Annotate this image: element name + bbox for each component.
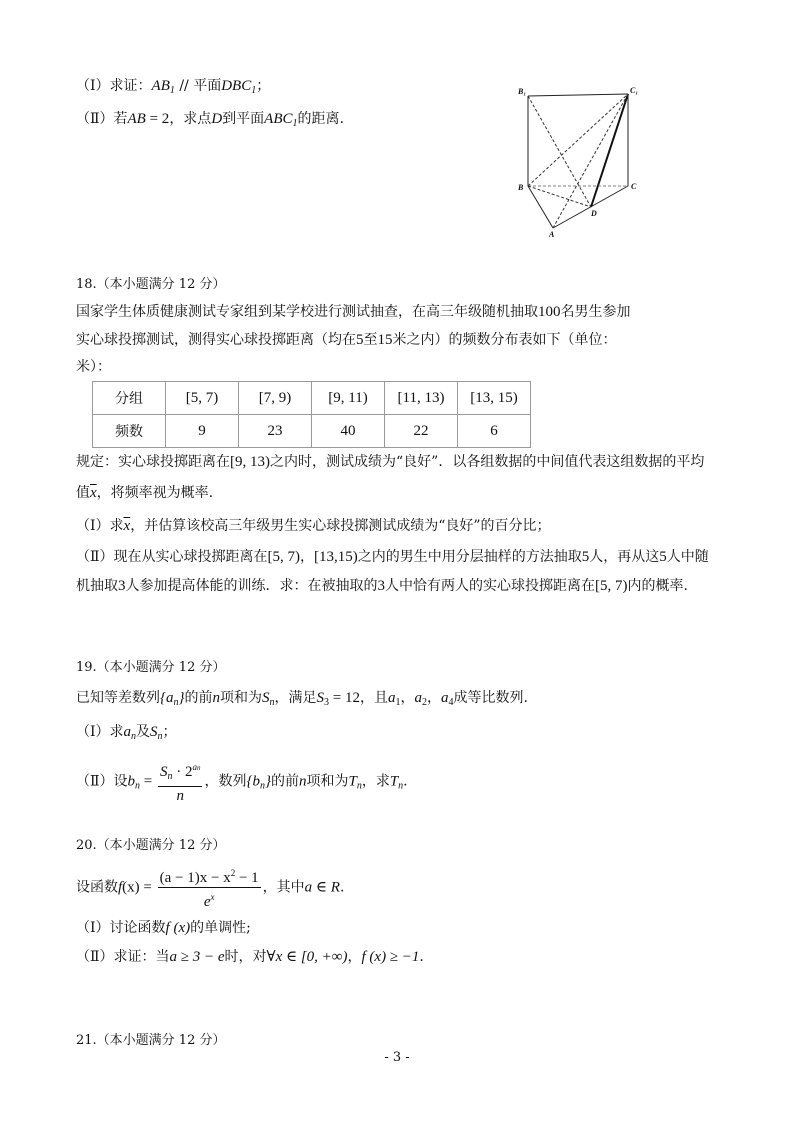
q19-fraction: [158, 758, 203, 805]
q19-an-sub: n: [131, 731, 137, 742]
table-cell-group: [5, 7): [166, 382, 239, 415]
q18-part2-cont: [76, 576, 688, 596]
q18-l2-a: 5: [356, 332, 364, 348]
q19-p2-f: ，求: [361, 773, 390, 790]
q20-p2-d: .: [419, 949, 424, 965]
q19-tn2-sub: n: [398, 780, 404, 792]
q19-eq: =: [140, 773, 156, 790]
q19-num-s: S: [159, 764, 168, 780]
q19-l1-a: 已知等差数列: [76, 690, 160, 706]
label-b1: B₁: [518, 87, 527, 96]
q20-p1-b: 的单调性;: [190, 920, 251, 936]
q18-p3-d: 内的概率.: [627, 578, 688, 594]
q18-l5-b: ，将频率视为概率.: [96, 485, 214, 501]
q20-num-sup: 2: [230, 868, 236, 878]
table-cell-group: [13, 15): [458, 382, 531, 415]
q19-l1-f: 成等比数列.: [453, 690, 528, 706]
table-header-counts: 频数: [93, 415, 166, 448]
q17-dbc: DBC: [221, 78, 252, 94]
q17-part2: [76, 109, 344, 134]
q20-part1: [76, 918, 251, 938]
q20-p2-ineq: f (x) ≥ −1: [361, 949, 420, 965]
q19-seq: {a: [160, 690, 174, 706]
q18-part2: [76, 547, 709, 567]
q19-p1-c: ；: [162, 724, 177, 740]
q18-mean-x: $\overline{x}$: [90, 485, 97, 501]
q19-bseq: {b: [246, 773, 260, 790]
q19-l1-b: 的前: [184, 690, 213, 706]
q19-bn-sub: n: [135, 780, 141, 792]
q18-p1-x: $\overline{x}$: [123, 518, 131, 534]
table-row-groups: [93, 382, 531, 415]
q18-l2-mid: 至: [363, 332, 378, 348]
label-c: C: [631, 182, 637, 191]
q18-p2-interval1: [5, 7): [267, 549, 301, 565]
page-number: - 3 -: [384, 1050, 410, 1065]
q19-frac-den: n: [176, 788, 184, 804]
q18-p3-interval: [5, 7): [595, 578, 628, 594]
q17-ab: AB: [151, 78, 170, 94]
q18-header: 18.（本小题满分 12 分）: [76, 277, 226, 292]
q18-p2-e: 人中随: [666, 549, 709, 565]
q20-p1-f: f (x): [165, 920, 191, 936]
q18-l2-end: 米之内）的频数分布表如下（单位：: [392, 332, 617, 348]
q17-abc-sub: 1: [292, 118, 298, 129]
q19-p2-e: 项和为: [306, 773, 349, 790]
q20-p2-cond: a ≥ 3 − e: [169, 949, 225, 965]
table-cell-group: [11, 13): [385, 382, 458, 415]
q20-fraction: [158, 864, 261, 911]
q20-den: e: [203, 894, 211, 910]
q19-a2-sub: 2: [421, 697, 427, 708]
q19-num-exp-sub: n: [196, 764, 201, 772]
q20-p2-b: 时，对: [224, 949, 267, 965]
label-c1: C₁: [630, 86, 639, 95]
q19-p2-d: 的前: [270, 773, 299, 790]
q19-sn-sub: n: [157, 731, 163, 742]
q19-s-sub: n: [269, 697, 275, 708]
q19-frac-num: [158, 758, 203, 787]
q19-tn2: T: [389, 773, 399, 790]
q18-p2-a: （Ⅱ）现在从实心球投掷距离在: [76, 549, 268, 565]
q18-p1-b: ，并估算该校高三年级男生实心球投掷测试成绩为“良好”的百分比；: [130, 518, 551, 534]
q17-part1-end: ；: [256, 78, 271, 94]
q18-rule-line1: [76, 452, 704, 472]
q19-sep2: ，: [426, 690, 441, 706]
q17-part2-mid: ，求点: [169, 111, 212, 127]
label-b: B: [518, 183, 524, 192]
q19-bseq-end: }: [264, 773, 271, 790]
table-cell-count: 6: [458, 415, 531, 448]
q17-part2-prefix: （Ⅱ）若: [76, 111, 128, 127]
q18-l4-interval: [9, 13): [230, 454, 270, 470]
q19-line1: [76, 688, 528, 713]
q18-p2-sep: ，: [300, 549, 315, 565]
q19-seq-sub: n: [173, 697, 179, 708]
q19-l1-c: 项和为: [220, 690, 262, 706]
q19-p1-b: 及: [136, 724, 151, 740]
q19-a4-sub: 4: [448, 697, 454, 708]
q18-l2-b: 15: [377, 332, 393, 348]
q19-num-s-sub: n: [167, 771, 173, 782]
edge-b1d: [528, 96, 591, 207]
q18-line1: [76, 302, 631, 322]
q20-l1-a: 设函数: [76, 879, 118, 896]
q19-l1-e: ，且: [359, 690, 388, 706]
q19-p2-g: .: [403, 773, 408, 790]
q18-rule-line2: [76, 483, 213, 503]
q18-p2-d: 人，再从这: [589, 549, 660, 565]
q18-p1-a: （Ⅰ）求: [76, 518, 124, 534]
q20-line1: [76, 864, 344, 911]
q18-p2-interval2: [13,15): [314, 549, 358, 565]
q17-parallel: // 平面: [179, 78, 222, 94]
table-cell-count: 9: [166, 415, 239, 448]
q19-num-mid: · 2: [172, 764, 193, 780]
q18-l5-a: 值: [76, 485, 90, 501]
prism-figure: [512, 82, 642, 242]
label-a: A: [549, 230, 555, 239]
q19-s3: S: [316, 690, 324, 706]
q18-p3-b: 人参加提高体能的训练．求：在被抽取的: [125, 578, 378, 594]
q19-l1-d: ，满足: [274, 690, 317, 706]
q20-part2: [76, 947, 424, 967]
q20-l1-b: ，其中: [262, 879, 305, 896]
q19-part1: [76, 722, 177, 747]
q20-p2-all: ∀x ∈ [0, +∞): [266, 949, 348, 965]
q18-p3-n: 3: [118, 578, 126, 594]
edge-ba: [528, 186, 553, 228]
table-cell-group: [7, 9): [239, 382, 312, 415]
q20-p1-a: （Ⅰ）讨论函数: [76, 920, 166, 936]
q20-l1-c: .: [339, 879, 345, 896]
q19-a2: a: [414, 690, 422, 706]
q18-l2-text: 实心球投掷测试，测得实心球投掷距离（均在: [76, 332, 356, 348]
edge-b1c1: [528, 94, 628, 96]
q20-header: 20.（本小题满分 12 分）: [76, 838, 226, 853]
q19-sep1: ，: [400, 690, 415, 706]
q19-a4: a: [440, 690, 449, 706]
q19-seq-end: }: [178, 690, 185, 706]
q19-bseq-sub: n: [259, 780, 265, 792]
q17-abc: ABC: [264, 111, 293, 127]
table-cell-count: 22: [385, 415, 458, 448]
q19-an: a: [123, 724, 132, 740]
q19-s3-val: = 12: [329, 690, 360, 706]
q20-frac-den: [158, 888, 261, 911]
q19-num-exp: [192, 762, 200, 772]
q18-p3-n2: 3: [377, 578, 385, 594]
q18-line3: 米）：: [76, 359, 111, 375]
q19-p2-c: ，数列: [204, 773, 247, 790]
q20-num-end: − 1: [235, 870, 259, 886]
q18-l4-a: 规定：实心球投掷距离在: [76, 454, 230, 470]
q19-s: S: [262, 690, 270, 706]
q17-part1-prefix: （Ⅰ）求证：: [76, 78, 152, 94]
q19-p1-a: （Ⅰ）求: [76, 724, 124, 740]
q18-p2-n2: 5: [659, 549, 667, 565]
q18-part1: [76, 516, 551, 536]
q18-p2-n: 5: [581, 549, 590, 565]
table-header-groups: 分组: [93, 382, 166, 415]
edge-ac1: [553, 94, 628, 228]
q20-f: f: [118, 879, 123, 896]
q18-l1-num: 100: [538, 304, 561, 320]
q18-l1-text: 国家学生体质健康测试专家组到某学校进行测试抽查，在高三年级随机抽取: [76, 304, 538, 320]
q20-p2-c: ，: [347, 949, 362, 965]
q18-p3-c: 人中恰有两人的实心球投掷距离在: [385, 578, 595, 594]
table-cell-count: 23: [239, 415, 312, 448]
q17-ab-val: = 2: [145, 111, 170, 127]
q18-l4-b: 之内时，测试成绩为“良好”．以各组数据的中间值代表这组数据的平均: [270, 454, 705, 470]
frequency-table: [92, 381, 531, 448]
table-cell-count: 40: [312, 415, 385, 448]
table-cell-group: [9, 11): [312, 382, 385, 415]
q20-cond: a ∈ R: [304, 879, 340, 896]
q19-p2-a: （Ⅱ）设: [76, 773, 128, 790]
q20-p2-a: （Ⅱ）求证：当: [76, 949, 170, 965]
q20-frac-num: [158, 864, 261, 888]
q18-p3-a: 机抽取: [76, 578, 118, 594]
q19-bn: b: [127, 773, 136, 790]
q19-a1-sub: 1: [395, 697, 401, 708]
q18-l1-end: 名男生参加: [560, 304, 631, 320]
q19-part2: [76, 758, 408, 809]
q19-sn: S: [150, 724, 158, 740]
edge-bd: [528, 186, 591, 207]
q20-num: (a − 1)x − x: [159, 870, 231, 886]
q17-dbc-sub: 1: [251, 85, 257, 96]
q19-n: n: [212, 690, 220, 706]
label-d: D: [591, 209, 597, 218]
q20-fx: (x) =: [122, 879, 156, 896]
q17-part1: [76, 76, 270, 101]
q17-ab-eq: AB: [127, 111, 146, 127]
table-row-counts: [93, 415, 531, 448]
q17-point-d: D: [211, 111, 223, 127]
q19-header: 19.（本小题满分 12 分）: [76, 660, 226, 675]
q19-tn: T: [348, 773, 357, 790]
q19-p2-n: n: [298, 773, 307, 790]
q17-ab-sub: 1: [169, 85, 175, 96]
q18-p2-b: 之内的男生中用分层抽样的方法抽取: [357, 549, 582, 565]
q19-a1: a: [387, 690, 396, 706]
q20-den-sup: x: [210, 892, 215, 902]
q18-line2: [76, 330, 617, 350]
q19-s3-sub: 3: [324, 697, 329, 708]
q19-tn-sub: n: [356, 780, 362, 792]
q17-part2-mid2: 到平面: [222, 111, 265, 127]
q19-num-exp-a: a: [192, 762, 197, 772]
q17-part2-end: 的距离.: [297, 111, 344, 127]
q21-header: 21.（本小题满分 12 分）: [76, 1033, 226, 1048]
